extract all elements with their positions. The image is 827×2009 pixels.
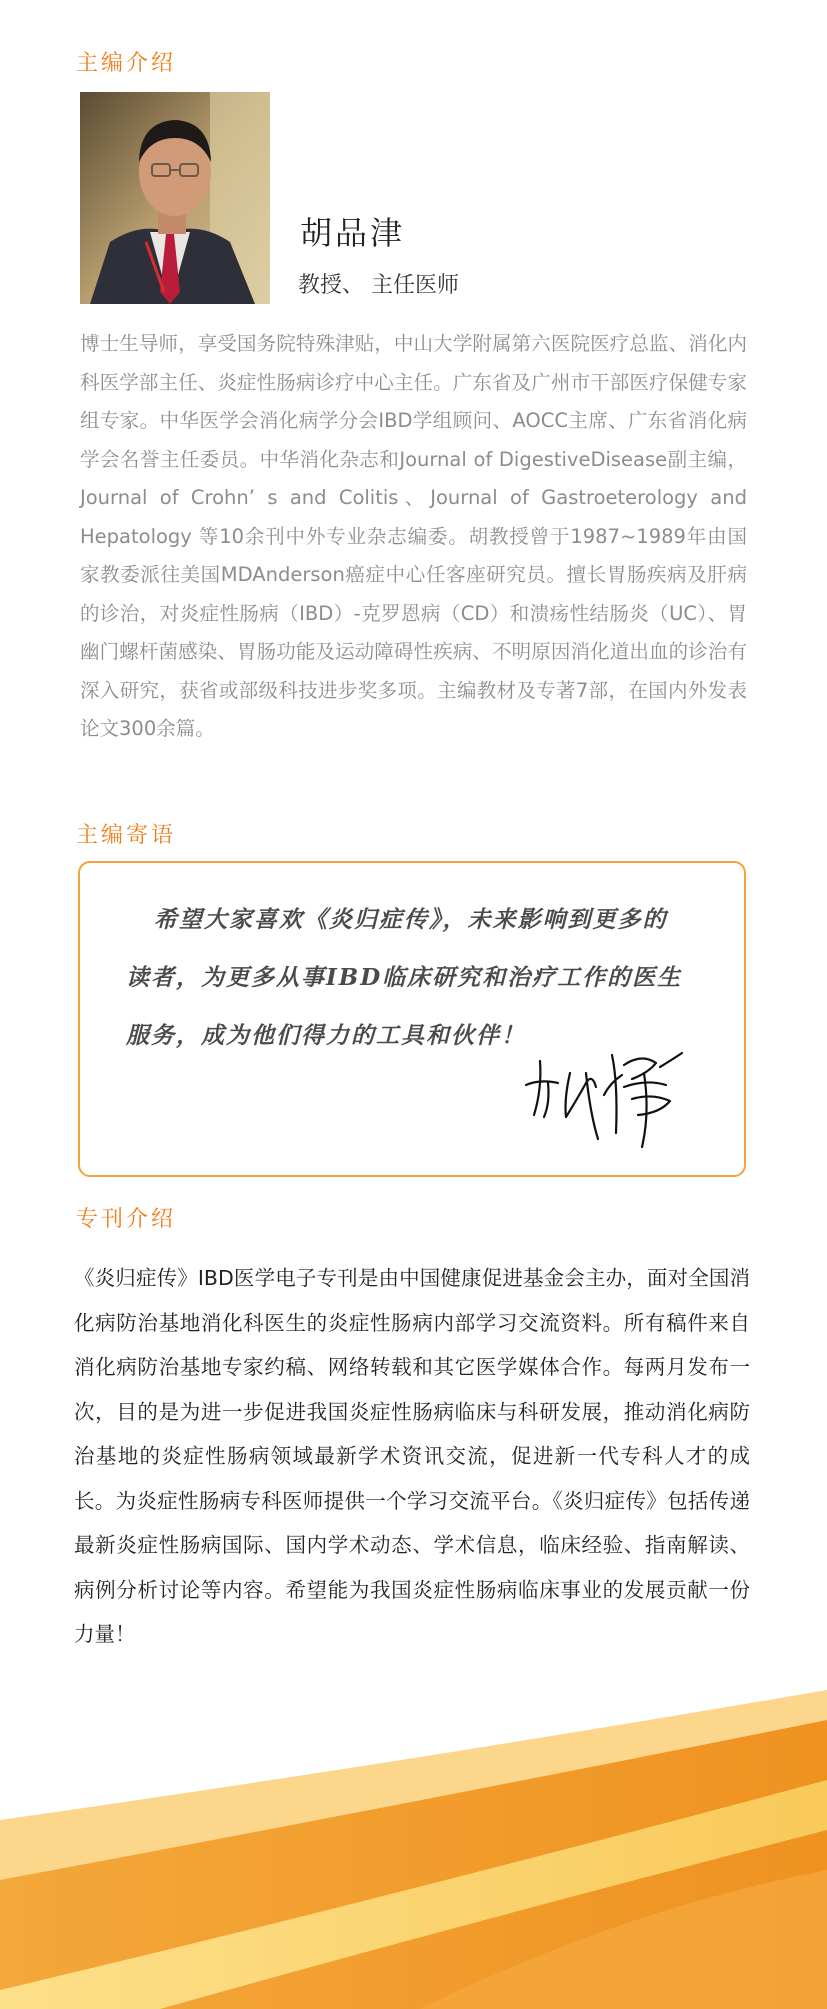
editor-section-title: 主编介绍	[76, 51, 177, 76]
message-section-title: 主编寄语	[76, 823, 177, 848]
editor-name: 胡品津	[300, 214, 406, 252]
journal-introduction: 《炎归症传》IBD医学电子专刊是由中国健康促进基金会主办，面对全国消化病防治基地消化科医生的炎症性肠病内部学习交流资料。所有稿件来自消化病防治基地专家约稿、网络转载和其它医学媒体合作。每两月发布一次，目的是为进一步促进我国炎症性肠病临床与科研发展，推动消化病防治基地的炎症性肠病领域最新学术资讯交流，促进新一代专科人才的成长。为炎症性肠病专科医师提供一个学习交流平台。《炎归症传》包括传递最新炎症性肠病国际、国内学术动态、学术信息，临床经验、指南解读、病例分析讨论等内容。希望能为我国炎症性肠病临床事业的发展贡献一份力量！	[74, 1266, 750, 1646]
editor-bio: 博士生导师，享受国务院特殊津贴，中山大学附属第六医院医疗总监、消化内科医学部主任、炎症性肠病诊疗中心主任。广东省及广州市干部医疗保健专家组专家。中华医学会消化病学分会IBD学组顾问、AOCC主席、广东省消化病学会名誉主任委员。中华消化杂志和Journal of DigestiveDisease副主编，Journal of Crohn’ s and Colitis、Journal of Gastroeterology and Hepatology 等10余刊中外专业杂志编委。胡教授曾于1987~1989年由国家教委派往美国MDAnderson癌症中心任客座研究员。擅长胃肠疾病及肝病的诊治，对炎症性肠病（IBD）-克罗恩病（CD）和溃疡性结肠炎（UC）、胃幽门螺杆菌感染、胃肠功能及运动障碍性疾病、不明原因消化道出血的诊治有深入研究，获省或部级科技进步奖多项。主编教材及专著7部，在国内外发表论文300余篇。	[80, 332, 747, 740]
message-box	[78, 861, 746, 1177]
editor-position: 教授、 主任医师	[298, 273, 459, 298]
editor-message: 希望大家喜欢《炎归症传》，未来影响到更多的读者，为更多从事IBD临床研究和治疗工作的医生服务，成为他们得力的工具和伙伴！	[126, 906, 683, 1049]
decorative-wave-icon	[0, 1690, 827, 2009]
signature-icon	[520, 1043, 700, 1153]
editor-portrait-photo	[80, 92, 270, 304]
intro-section-title: 专刊介绍	[76, 1207, 177, 1232]
